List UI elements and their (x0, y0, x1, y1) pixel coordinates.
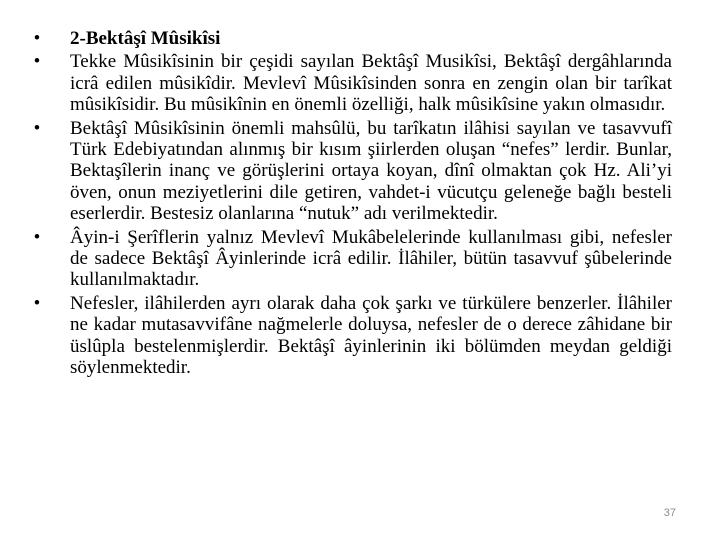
bullet-dot-icon: • (33, 51, 41, 73)
bullet-item-nefes-ilahi (30, 293, 672, 379)
bullet-text: Âyin-i Şerîflerin yalnız Mevlevî Mukâbelelerinde kullanılması gibi, nefesler de sadece Bektâşî Âyinlerinde icrâ edilir. İlâhiler, bütün tasavvuf şûbelerinde kullanılmaktadır. (70, 226, 672, 291)
bullet-text: Bektâşî Mûsikîsinin önemli mahsûlü, bu tarîkatın ilâhisi sayılan ve tasavvufî Türk Edebiyatından alınmış bir kısım şiirlerden oluşan “nefes” lerdir. Bunlar, Bektaşîlerin inanç ve görüşlerini ortaya koyan, dînî olmaktan çok Hz. Ali’yi öven, onun meziyetlerini dile getiren, vahdet-i vücutçu geleneğe bağlı besteli eserlerdir. Bestesiz olanlarına “nutuk” adı verilmektedir. (70, 117, 672, 225)
bullet-text: Tekke Mûsikîsinin bir çeşidi sayılan Bektâşî Musikîsi, Bektâşî dergâhlarında icrâ edilen mûsikîdir. Mevlevî Mûsikîsinden sonra en zengin olan bir tarîkat mûsikîsidir. Bu mûsikînin en önemli özelliği, halk mûsikîsine yakın olmasıdır. (70, 51, 672, 116)
bullet-dot-icon: • (33, 292, 41, 314)
bullet-item-heading (30, 28, 672, 49)
bullet-item-tekke-musikisi (30, 51, 672, 115)
bullet-list (30, 28, 672, 379)
slide-body (30, 28, 672, 381)
bullet-dot-icon: • (33, 117, 41, 139)
bullet-text: Nefesler, ilâhilerden ayrı olarak daha çok şarkı ve türkülere benzerler. İlâhiler ne kadar mutasavvifâne nağmelerle doluysa, nefesler de o derece zâhidane bir üslûpla bestelenmişlerdir. Bektâşî âyinlerinin iki bölümden meydan geldiği söylenmektedir. (70, 292, 672, 379)
bullet-item-nefesler (30, 118, 672, 225)
section-heading: 2-Bektâşî Mûsikîsi (70, 28, 221, 49)
page-number: 37 (663, 507, 676, 519)
bullet-item-ayin-i-serif (30, 227, 672, 291)
bullet-dot-icon: • (33, 28, 41, 49)
bullet-dot-icon: • (33, 226, 41, 248)
